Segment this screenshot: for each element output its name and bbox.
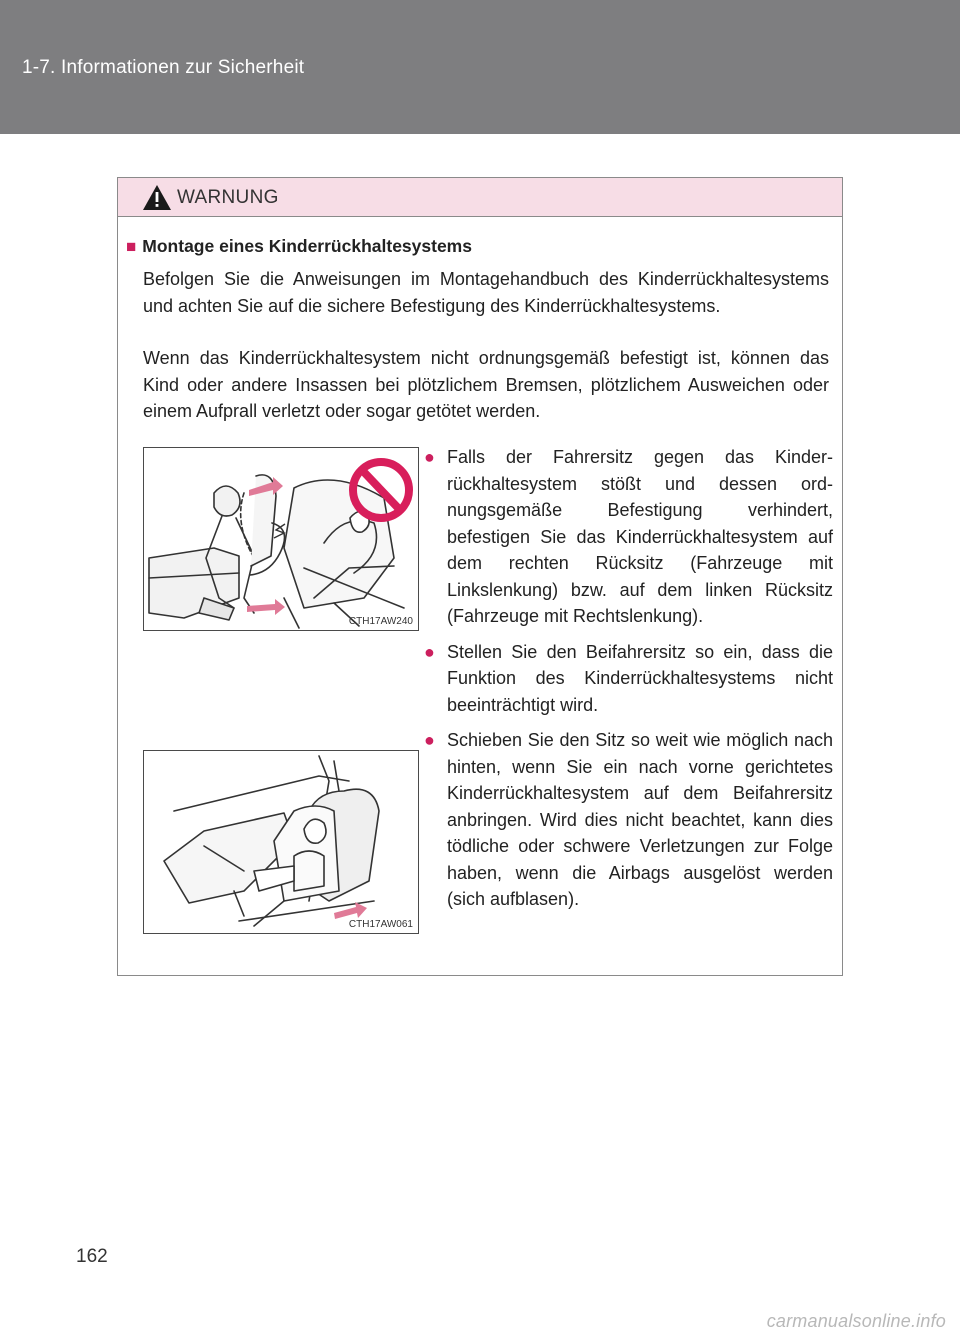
list-item — [421, 444, 833, 630]
page-header — [0, 0, 960, 134]
instruction-paragraph: Befolgen Sie die Anweisungen im Montagehandbuch des Kinderrückhaltesystems und achten Sie auf die sichere Befestigung des Kinderrückhaltesystems. — [143, 269, 829, 316]
forward-facing-seat-drawing — [144, 751, 420, 935]
figure-code: CTH17AW240 — [348, 616, 413, 627]
danger-paragraph: Wenn das Kinderrückhaltesystem nicht ordnungsgemäß befestigt ist, können das Kind oder andere Insassen bei plötzlichem Bremsen, plötzlichem Ausweichen oder einem Aufprall verletzt oder sogar getötet werden. — [143, 348, 829, 421]
warning-section-title-text: Montage eines Kinderrückhaltesystems — [142, 236, 472, 256]
section-heading: 1-7. Informationen zur Sicherheit — [22, 57, 305, 78]
list-item — [421, 727, 833, 913]
watermark: carmanualsonline.info — [766, 1311, 946, 1331]
seat-collision-drawing — [144, 448, 420, 632]
illustration-seat-collision — [143, 447, 419, 631]
figure-code: CTH17AW061 — [348, 919, 413, 930]
bullet-list — [421, 444, 833, 922]
warning-header — [118, 178, 842, 217]
warning-label: WARNUNG — [177, 187, 279, 208]
warning-section-title — [126, 236, 472, 257]
warning-triangle-icon — [142, 184, 172, 211]
bullet-dot-icon: ● — [424, 447, 435, 467]
square-bullet-icon: ■ — [126, 237, 137, 256]
bullet-text: Falls der Fahrersitz gegen das Kinderrückhaltesystem stößt und dessen ordnungsgemäße Befestigung verhindert, befestigen Sie das Kinderrückhaltesystem auf dem rechten Rücksitz (Fahrzeuge mit Linkslenkung) bzw. auf dem linken Rücksitz (Fahrzeuge mit Rechtslenkung). — [447, 447, 833, 626]
page-number: 162 — [76, 1246, 108, 1267]
bullet-dot-icon: ● — [424, 641, 435, 662]
bullet-text: Stellen Sie den Beifahrersitz so ein, dass die Funktion des Kinderrückhaltesystems nicht beeinträchtigt wird. — [447, 641, 833, 715]
bullet-dot-icon: ● — [424, 730, 435, 750]
list-item — [421, 639, 833, 719]
illustration-forward-facing-seat — [143, 750, 419, 934]
bullet-text: Schieben Sie den Sitz so weit wie möglich nach hinten, wenn Sie ein nach vorne gerichtetes Kinderrückhaltesystem auf dem Beifahrersitz anbringen. Wird dies nicht beachtet, kann dies tödliche oder schwere Verletzungen zur Folge haben, wenn die Airbags ausgelöst werden (sich aufblasen). — [447, 730, 833, 909]
warning-box — [117, 177, 843, 976]
